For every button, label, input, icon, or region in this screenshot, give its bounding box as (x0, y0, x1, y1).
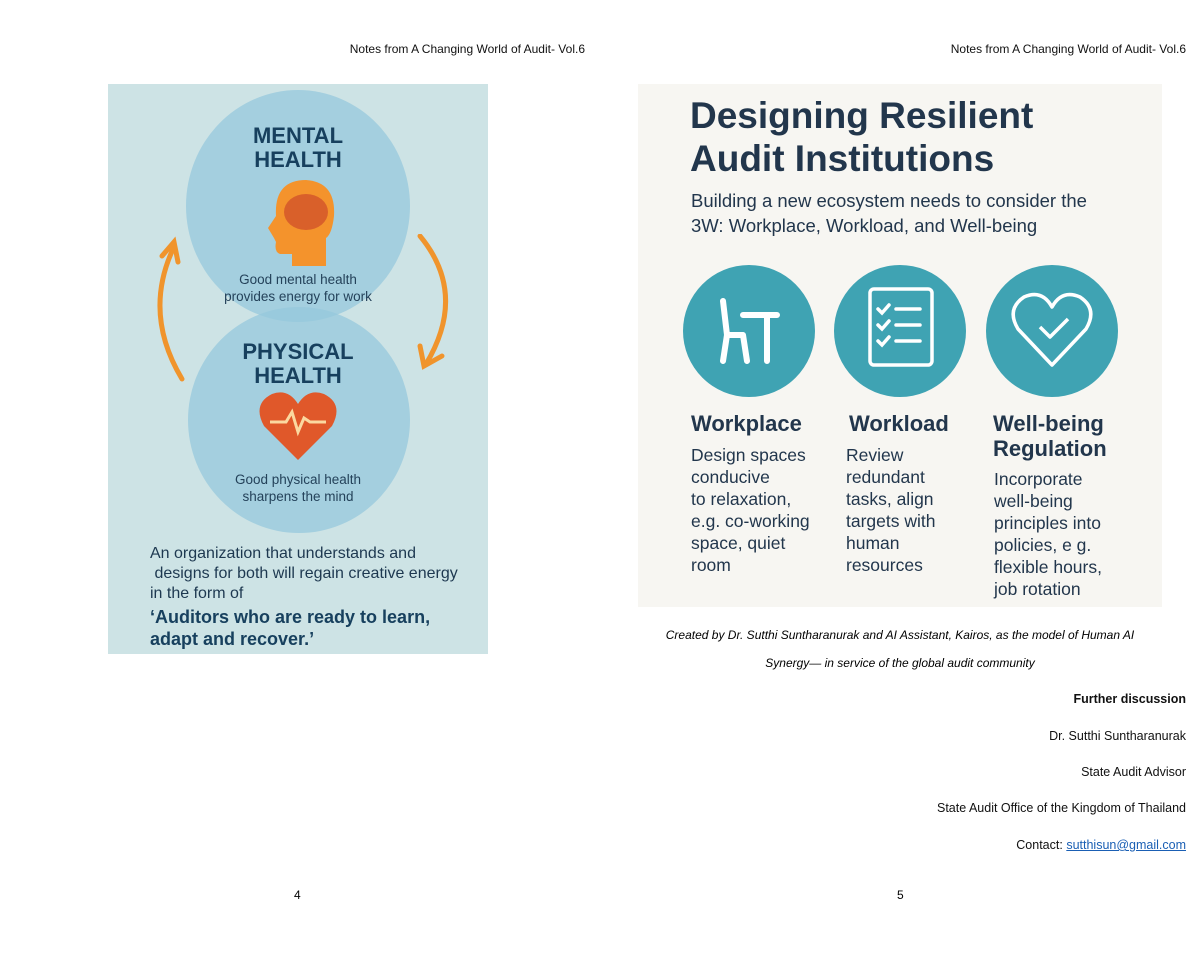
page-number-left: 4 (294, 888, 301, 902)
cycle-arrows-icon (138, 234, 478, 384)
health-infographic (108, 84, 488, 654)
contact-line (1016, 838, 1186, 852)
workplace-heading: Workplace (691, 411, 802, 436)
infographic-subtitle: Building a new ecosystem needs to consider the 3W: Workplace, Workload, and Well-being (691, 190, 1087, 236)
further-discussion: Further discussion (1073, 692, 1186, 706)
caption-line-2: Synergy— in service of the global audit community (765, 656, 1035, 670)
email-link[interactable]: sutthisun@gmail.com (1066, 838, 1186, 852)
mental-health-title: MENTAL HEALTH (252, 123, 344, 172)
physical-health-title: PHYSICAL HEALTH (242, 339, 354, 388)
author-role: State Audit Advisor (1081, 765, 1186, 779)
desk-chair-icon (683, 265, 815, 397)
wellbeing-text: Incorporate well-being principles into policies, e g. flexible hours, job rotation (994, 469, 1102, 599)
infographic-body: An organization that understands and designs for both will regain creative energy in the form of (150, 545, 458, 602)
author-name: Dr. Sutthi Suntharanurak (1049, 729, 1186, 743)
physical-health-text: Good physical health sharpens the mind (234, 472, 362, 504)
resilient-audit-infographic (638, 84, 1162, 607)
infographic-quote: ‘Auditors who are ready to learn, adapt and recover.’ (150, 607, 431, 649)
mental-health-text: Good mental health provides energy for work (224, 272, 372, 304)
page-header-right: Notes from A Changing World of Audit- Vol.6 (950, 42, 1186, 56)
wellbeing-heading: Well-being Regulation (993, 411, 1107, 461)
caption-line-1: Created by Dr. Sutthi Suntharanurak and AI Assistant, Kairos, as the model of Human AI (665, 628, 1135, 642)
author-org: State Audit Office of the Kingdom of Thailand (936, 801, 1186, 815)
workload-text: Review redundant tasks, align targets with human resources (846, 445, 936, 575)
heart-check-icon (986, 265, 1118, 397)
workload-heading: Workload (849, 411, 949, 436)
heart-pulse-icon (258, 390, 338, 462)
contact-label: Contact: (1016, 838, 1067, 852)
infographic-title: Designing Resilient Audit Institutions (690, 95, 1034, 179)
workplace-text: Design spaces conducive to relaxation, e.g. co-working space, quiet room (691, 445, 810, 575)
page-number-right: 5 (897, 888, 904, 902)
checklist-icon (834, 265, 966, 397)
page-header-left: Notes from A Changing World of Audit- Vol.6 (349, 42, 585, 56)
